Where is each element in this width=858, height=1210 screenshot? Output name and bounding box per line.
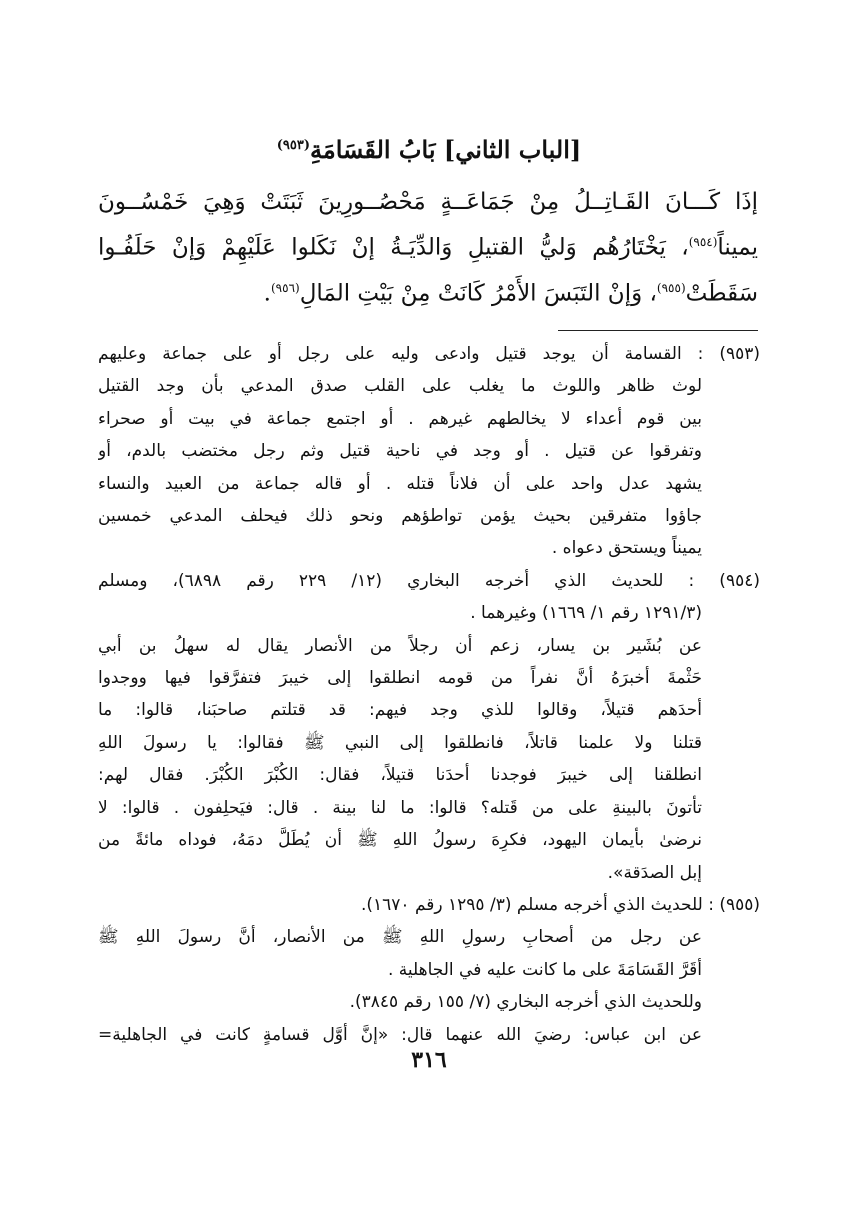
footnote-line: إبل الصدَقة». [607,862,702,883]
footnote-ref-956: (٩٥٦) [270,280,300,295]
footnote-line: انطلقنا إلى خيبرَ فوجدنا أحدَنا قتيلاً، فقال: الكُبْرَ الكُبْرَ. فقال لهم: [98,765,702,786]
page-number: ٣١٦ [411,1047,447,1073]
footnote-line: قتلنا ولا علمنا قاتلاً، فانطلقوا إلى النبي ﷺ فقالوا: يا رسولَ اللهِ [98,732,702,753]
footnotes [98,338,760,1051]
chapter-heading [160,128,698,168]
footnote-line: تأتونَ بالبينةِ على من قَتله؟ قالوا: ما لنا بينة . قال: فيَحلِفون . قالوا: لا [98,797,702,818]
footnote-ref-953: (٩٥٣) [276,138,310,153]
footnote-954 [98,565,760,889]
main-text-line-2-b: ، يَخْتَارُهُم وَليُّ القتيلِ وَالدِّيَـةُ إنْ نَكَلوا عَلَيْهِمْ وَإنْ حَلَفُـوا [98,234,689,261]
main-text-line-3 [98,268,758,314]
footnote-ref-954: (٩٥٤) [688,235,718,249]
footnote-line: (٩٥٤) : للحديث الذي أخرجه البخاري (١٢/ ٢٢٩ رقم ٦٨٩٨)، ومسلم [98,570,760,591]
footnote-line: لوث ظاهر واللوث ما يغلب على القلب صدق المدعي بأن وجد القتيل [98,376,702,397]
footnote-line: يشهد عدل واحد على أن فلاناً قتله . أو قاله جماعة من العبيد والنساء [98,473,702,494]
footnote-line: وتفرقوا عن قتيل . أو وجد في ناحية قتيل وثم رجل مختضب بالدم، أو [98,441,702,462]
footnote-line: يميناً ويستحق دعواه . [551,538,702,559]
footnote-line: وللحديث الذي أخرجه البخاري (٧/ ١٥٥ رقم ٣٨٤٥). [349,992,702,1013]
footnote-ref-955: (٩٥٥) [656,280,686,295]
footnote-955 [98,889,760,1051]
footnote-line: أحدَهم قتيلاً، وقالوا للذي وجد فيهم: قد قتلتم صاحبَنا، قالوا: ما [98,700,702,721]
footnote-line: نرضىٰ بأيمان اليهود، فكرِهَ رسولُ اللهِ ﷺ أن يُطَلَّ دمَهُ، فوداه مائةً من [98,830,702,851]
footnote-953 [98,338,760,565]
main-text [98,182,758,313]
footnote-line: حَثْمةَ أخبرَهُ أنَّ نفراً من قومه انطلقوا إلى خيبرَ فتفرَّقوا فيها ووجدوا [98,668,702,689]
main-text-line-3-b: ، وَإنْ التَبَسَ الأَمْرُ كَانَتْ مِنْ بَيْتِ المَالِ [299,280,657,307]
footnote-line: جاؤوا متفرقين بحيث يؤمن تواطؤهم ونحو ذلك فيحلف المدعي خمسين [98,506,702,527]
footnote-line: أقَرَّ القَسَامَةَ على ما كانت عليه في الجاهلية . [387,959,702,980]
main-text-line-1: إذَا كَـــانَ القَـاتِــلُ مِنْ جَمَاعَــةٍ مَحْصُــورِينَ ثَبَتَتْ وَهِيَ خَمْسُــونَ [98,189,758,215]
footnote-line: عن ابن عباس: رضيَ الله عنهما قال: «إنَّ أوَّل قسامةٍ كانت في الجاهلية= [98,1024,702,1045]
footnote-separator [558,330,758,331]
footnote-line: (١٢٩١/٣ رقم ١/ ١٦٦٩) وغيرهما . [470,603,702,624]
footnote-line: عن رجل من أصحابِ رسولِ اللهِ ﷺ من الأنصار، أنَّ رسولَ اللهِ ﷺ [98,927,702,948]
footnote-line: عن بُشَير بن يسار، زعم أن رجلاً من الأنصار يقال له سهلُ بن أبي [98,635,702,656]
chapter-title: [الباب الثاني] بَابُ القَسَامَةِ [309,135,582,164]
main-text-line-3-c: . [263,280,271,307]
main-text-line-3-a: سَقَطَتْ [685,280,758,307]
main-text-line-2 [98,222,758,268]
footnote-line: بين قوم أعداء لا يخالطهم غيرهم . أو اجتمع جماعة في بيت أو صحراء [98,408,702,429]
main-text-line-2-a: يميناً [717,234,758,261]
footnote-line: (٩٥٣) : القسامة أن يوجد قتيل وادعى وليه على رجل أو على جماعة وعليهم [98,344,760,364]
footnote-line: (٩٥٥) : للحديث الذي أخرجه مسلم (٣/ ١٢٩٥ رقم ١٦٧٠). [360,894,760,915]
